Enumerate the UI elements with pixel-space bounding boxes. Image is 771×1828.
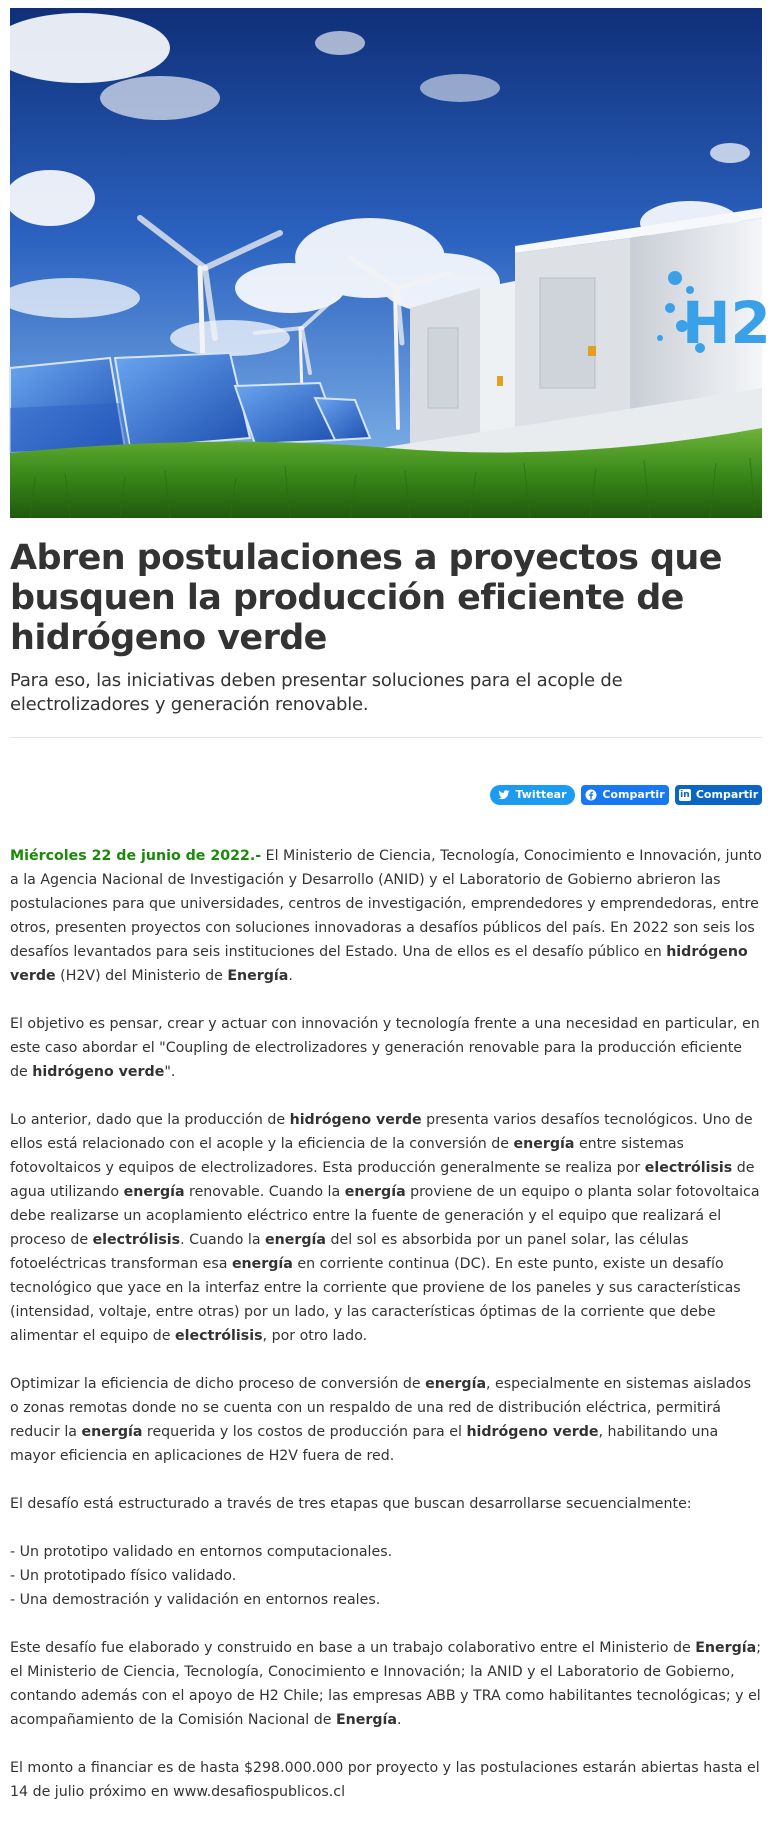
text: Optimizar la eficiencia de dicho proceso de conversión de bbox=[10, 1376, 426, 1392]
bold-term: hidrógeno verde bbox=[32, 1064, 165, 1080]
text: . bbox=[288, 968, 293, 984]
bold-term: energía bbox=[265, 1232, 326, 1248]
hero-illustration bbox=[10, 8, 771, 518]
paragraph-7: El monto a financiar es de hasta $298.000.000 por proyecto y las postulaciones estarán abiertas hasta el 14 de julio próximo en www.desafiospublicos.cl bbox=[10, 1760, 760, 1800]
text: presenta varios desafíos tecnológicos. Uno de ellos está relacionado con el acople y la eficiencia de la conversión de bbox=[10, 1112, 753, 1152]
bold-term: electrólisis bbox=[175, 1328, 263, 1344]
bold-term: energía bbox=[123, 1184, 185, 1200]
text: proviene de un equipo o planta solar fotovoltaica debe realizarse un acoplamiento eléctrico entre la fuente de generación y el equipo que realizará el proceso de bbox=[10, 1184, 760, 1248]
text: de agua utilizando bbox=[10, 1160, 755, 1200]
twitter-share-label: Twittear bbox=[515, 788, 567, 801]
bold-term: Energía bbox=[227, 968, 289, 984]
bold-term: hidrógeno verde bbox=[466, 1424, 599, 1440]
stages-list bbox=[10, 1540, 762, 1612]
text: . bbox=[397, 1712, 402, 1728]
facebook-share-button[interactable] bbox=[581, 785, 669, 805]
list-item: - Un prototipo validado en entornos computacionales. bbox=[10, 1544, 393, 1560]
h2-logo-text: H2 bbox=[682, 289, 771, 357]
paragraph-2 bbox=[10, 1012, 762, 1084]
bold-term: energía bbox=[81, 1424, 143, 1440]
text: ". bbox=[164, 1064, 176, 1080]
text: ; el Ministerio de Ciencia, Tecnología, Conocimiento e Innovación; la ANID y el Laboratorio de Gobierno, contando además con el apoyo de H2 Chile; las empresas ABB y TRA como habilitantes tecnológicas; y el acompañamiento de la Comisión Nacional de bbox=[10, 1640, 762, 1728]
article-subtitle: Para eso, las iniciativas deben presentar soluciones para el acople de electrolizadores y generación renovable. bbox=[10, 670, 623, 715]
article-date: Miércoles 22 de junio de 2022.- bbox=[10, 848, 262, 864]
text: entre sistemas fotovoltaicos y equipos de electrolizadores. Esta producción generalmente se realiza por bbox=[10, 1136, 684, 1176]
text: El objetivo es pensar, crear y actuar con innovación y tecnología frente a una necesidad en particular, en este caso abordar el "Coupling de electrolizadores y generación renovable para la producción eficiente de bbox=[10, 1016, 760, 1080]
linkedin-share-label: Compartir bbox=[695, 788, 759, 801]
bold-term: energía bbox=[231, 1256, 293, 1272]
linkedin-icon: in bbox=[680, 790, 690, 800]
bold-term: energía bbox=[344, 1184, 406, 1200]
text: . Cuando la bbox=[180, 1232, 266, 1248]
twitter-bird-icon bbox=[498, 789, 510, 801]
text: , especialmente en sistemas aislados o zonas remotas donde no se cuenta con un respaldo de una red de distribución eléctrica, permitirá reducir la bbox=[10, 1376, 752, 1440]
facebook-icon bbox=[585, 789, 597, 801]
bold-term: hidrógeno verde bbox=[10, 944, 748, 984]
linkedin-share-button[interactable] bbox=[675, 785, 762, 805]
facebook-share-label: Compartir bbox=[602, 788, 665, 801]
text: Este desafío fue elaborado y construido en base a un trabajo colaborativo entre el Ministerio de bbox=[10, 1640, 696, 1656]
bold-term: electrólisis bbox=[644, 1160, 733, 1176]
bold-term: hidrógeno verde bbox=[289, 1112, 422, 1128]
hero-image bbox=[10, 8, 771, 518]
bold-term: electrólisis bbox=[92, 1232, 181, 1248]
text: , por otro lado. bbox=[262, 1328, 368, 1344]
text: renovable. Cuando la bbox=[184, 1184, 345, 1200]
text: Lo anterior, dado que la producción de bbox=[10, 1112, 290, 1128]
text: (H2V) del Ministerio de bbox=[55, 968, 228, 984]
text: El Ministerio de Ciencia, Tecnología, Conocimiento e Innovación, junto a la Agencia Nacional de Investigación y Desarrollo (ANID) y el Laboratorio de Gobierno abrieron las postulaciones para que universidades, centros de investigación, emprendedores y emprendedoras, entre otros, presenten proyectos con soluciones innovadoras a desafíos públicos del país. En 2022 son seis los desafíos levantados para seis instituciones del Estado. Una de ellos es el desafío público en bbox=[10, 848, 762, 960]
paragraph-6 bbox=[10, 1636, 762, 1732]
twitter-share-button[interactable] bbox=[490, 785, 575, 805]
text: del sol es absorbida por un panel solar, las células fotoeléctricas transforman esa bbox=[10, 1232, 689, 1272]
text: , habilitando una mayor eficiencia en aplicaciones de H2V fuera de red. bbox=[10, 1424, 719, 1464]
list-item: - Un prototipado físico validado. bbox=[10, 1568, 237, 1584]
divider bbox=[10, 737, 762, 738]
paragraph-3 bbox=[10, 1108, 762, 1348]
list-item: - Una demostración y validación en entornos reales. bbox=[10, 1592, 381, 1608]
bold-term: energía bbox=[425, 1376, 487, 1392]
article-title: Abren postulaciones a proyectos que busquen la producción eficiente de hidrógeno verde bbox=[10, 538, 722, 658]
paragraph-4 bbox=[10, 1372, 762, 1468]
bold-term: Energía bbox=[335, 1712, 397, 1728]
article-body bbox=[10, 844, 762, 1828]
bold-term: energía bbox=[513, 1136, 575, 1152]
text: requerida y los costos de producción para el bbox=[142, 1424, 467, 1440]
paragraph-1 bbox=[10, 844, 762, 988]
bold-term: Energía bbox=[695, 1640, 757, 1656]
paragraph-5: El desafío está estructurado a través de tres etapas que buscan desarrollarse secuencialmente: bbox=[10, 1496, 692, 1512]
text: en corriente continua (DC). En este punto, existe un desafío tecnológico que yace en la interfaz entre la corriente que proviene de los paneles y sus características (intensidad, voltaje, entre otras) por un lado, y las características óptimas de la corriente que debe alimentar el equipo de bbox=[10, 1256, 741, 1344]
